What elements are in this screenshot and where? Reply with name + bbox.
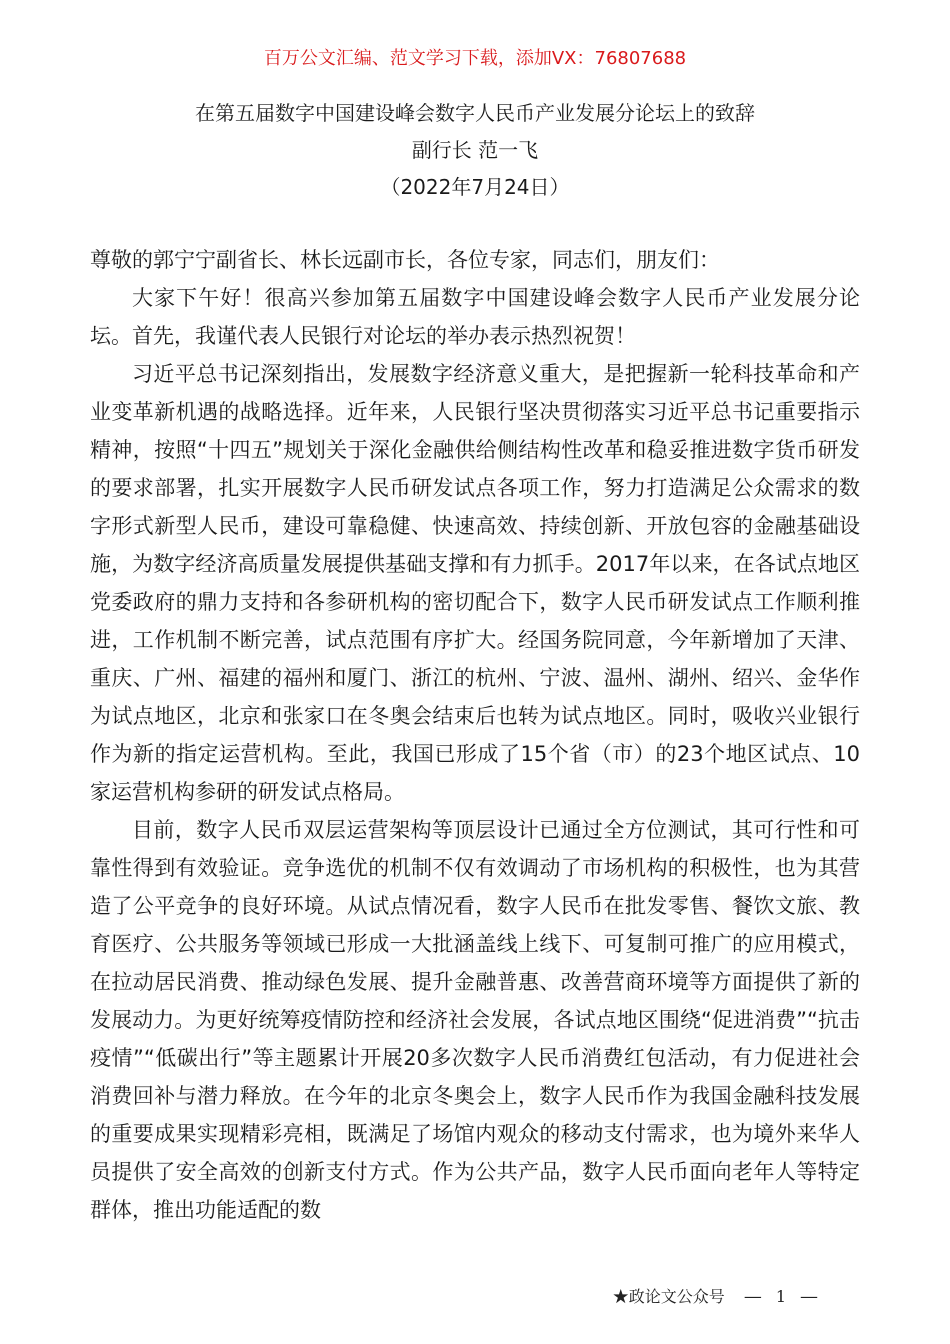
page-footer — [613, 1284, 832, 1307]
watermark-banner: 百万公文汇编、范文学习下载，添加VX：76807688 — [263, 48, 687, 69]
document-title: 在第五届数字中国建设峰会数字人民币产业发展分论坛上的致辞 — [195, 101, 755, 125]
document-body — [90, 241, 860, 1229]
document-author: 副行长 范一飞 — [411, 138, 539, 162]
paragraph-background: 习近平总书记深刻指出，发展数字经济意义重大，是把握新一轮科技革命和产业变革新机遇的战略选择。近年来，人民银行坚决贯彻落实习近平总书记重要指示精神，按照“十四五”规划关于深化金融供给侧结构性改革和稳妥推进数字货币研发的要求部署，扎实开展数字人民币研发试点各项工作，努力打造满足公众需求的数字形式新型人民币，建设可靠稳健、快速高效、持续创新、开放包容的金融基础设施，为数字经济高质量发展提供基础支撑和有力抓手。2017年以来，在各试点地区党委政府的鼎力支持和各参研机构的密切配合下，数字人民币研发试点工作顺利推进，工作机制不断完善，试点范围有序扩大。经国务院同意，今年新增加了天津、重庆、广州、福建的福州和厦门、浙江的杭州、宁波、温州、湖州、绍兴、金华作为试点地区，北京和张家口在冬奥会结束后也转为试点地区。同时，吸收兴业银行作为新的指定运营机构。至此，我国已形成了15个省（市）的23个地区试点、10家运营机构参研的研发试点格局。 — [90, 362, 860, 804]
footer-source: ★政论文公众号 — [612, 1287, 725, 1306]
paragraph-progress: 目前，数字人民币双层运营架构等顶层设计已通过全方位测试，其可行性和可靠性得到有效验证。竞争选优的机制不仅有效调动了市场机构的积极性，也为其营造了公平竞争的良好环境。从试点情况看，数字人民币在批发零售、餐饮文旅、教育医疗、公共服务等领域已形成一大批涵盖线上线下、可复制可推广的应用模式，在拉动居民消费、推动绿色发展、提升金融普惠、改善营商环境等方面提供了新的发展动力。为更好统筹疫情防控和经济社会发展，各试点地区围绕“促进消费”“抗击疫情”“低碳出行”等主题累计开展20多次数字人民币消费红包活动，有力促进社会消费回补与潜力释放。在今年的北京冬奥会上，数字人民币作为我国金融科技发展的重要成果实现精彩亮相，既满足了场馆内观众的移动支付需求，也为境外来华人员提供了安全高效的创新支付方式。作为公共产品，数字人民币面向老年人等特定群体，推出功能适配的数 — [90, 818, 860, 1222]
page-number: 1 — [775, 1287, 786, 1306]
footer-dash-left: — — [743, 1286, 762, 1307]
paragraph-greeting: 大家下午好！很高兴参加第五届数字中国建设峰会数字人民币产业发展分论坛。首先，我谨代表人民银行对论坛的举办表示热烈祝贺！ — [90, 286, 860, 348]
salutation: 尊敬的郭宁宁副省长、林长远副市长，各位专家，同志们，朋友们： — [90, 248, 720, 272]
footer-dash-right: — — [800, 1286, 818, 1307]
document-date: （2022年7月24日） — [380, 175, 570, 199]
